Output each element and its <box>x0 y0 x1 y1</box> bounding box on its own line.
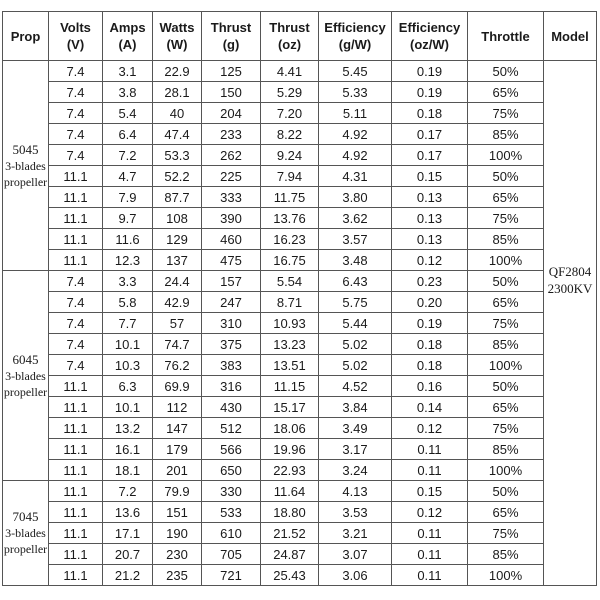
volts-cell: 11.1 <box>49 250 103 271</box>
thrust-g-cell: 233 <box>202 124 261 145</box>
amps-cell: 10.3 <box>103 355 153 376</box>
model-label: QF2804 <box>548 264 592 279</box>
throttle-cell: 50% <box>468 61 544 82</box>
efficiency-oz-w-cell: 0.20 <box>392 292 468 313</box>
table-row <box>3 439 597 460</box>
prop-name: 7045 <box>12 509 39 524</box>
thrust-g-cell: 650 <box>202 460 261 481</box>
thrust-oz-cell: 9.24 <box>261 145 319 166</box>
volts-cell: 7.4 <box>49 355 103 376</box>
watts-cell: 53.3 <box>153 145 202 166</box>
efficiency-oz-w-cell: 0.15 <box>392 481 468 502</box>
table-row <box>3 418 597 439</box>
thrust-g-cell: 610 <box>202 523 261 544</box>
throttle-cell: 85% <box>468 544 544 565</box>
throttle-cell: 85% <box>468 229 544 250</box>
thrust-oz-cell: 13.23 <box>261 334 319 355</box>
thrust-g-cell: 475 <box>202 250 261 271</box>
throttle-cell: 50% <box>468 376 544 397</box>
header-efficiency-oz-w: Efficiency (oz/W) <box>392 12 468 61</box>
watts-cell: 190 <box>153 523 202 544</box>
table-row <box>3 166 597 187</box>
thrust-oz-cell: 5.54 <box>261 271 319 292</box>
thrust-oz-cell: 11.75 <box>261 187 319 208</box>
volts-cell: 7.4 <box>49 313 103 334</box>
throttle-cell: 100% <box>468 250 544 271</box>
watts-cell: 47.4 <box>153 124 202 145</box>
watts-cell: 52.2 <box>153 166 202 187</box>
header-model: Model <box>544 12 597 61</box>
thrust-g-cell: 390 <box>202 208 261 229</box>
efficiency-g-w-cell: 5.45 <box>319 61 392 82</box>
efficiency-g-w-cell: 4.92 <box>319 124 392 145</box>
volts-cell: 7.4 <box>49 334 103 355</box>
volts-cell: 11.1 <box>49 376 103 397</box>
watts-cell: 40 <box>153 103 202 124</box>
thrust-g-cell: 705 <box>202 544 261 565</box>
throttle-cell: 75% <box>468 418 544 439</box>
table-row <box>3 355 597 376</box>
volts-cell: 7.4 <box>49 124 103 145</box>
thrust-g-cell: 333 <box>202 187 261 208</box>
throttle-cell: 75% <box>468 208 544 229</box>
amps-cell: 18.1 <box>103 460 153 481</box>
table-row <box>3 229 597 250</box>
watts-cell: 87.7 <box>153 187 202 208</box>
volts-cell: 11.1 <box>49 439 103 460</box>
volts-cell: 7.4 <box>49 82 103 103</box>
volts-cell: 11.1 <box>49 397 103 418</box>
volts-cell: 11.1 <box>49 166 103 187</box>
thrust-oz-cell: 25.43 <box>261 565 319 586</box>
watts-cell: 42.9 <box>153 292 202 313</box>
amps-cell: 5.8 <box>103 292 153 313</box>
throttle-cell: 65% <box>468 82 544 103</box>
table-row <box>3 82 597 103</box>
throttle-cell: 85% <box>468 439 544 460</box>
header-prop: Prop <box>3 12 49 61</box>
table-body <box>3 61 597 586</box>
table-row <box>3 292 597 313</box>
efficiency-oz-w-cell: 0.16 <box>392 376 468 397</box>
efficiency-oz-w-cell: 0.11 <box>392 544 468 565</box>
table-row <box>3 271 597 292</box>
thrust-g-cell: 157 <box>202 271 261 292</box>
efficiency-oz-w-cell: 0.13 <box>392 187 468 208</box>
amps-cell: 7.9 <box>103 187 153 208</box>
throttle-cell: 65% <box>468 502 544 523</box>
thrust-oz-cell: 8.71 <box>261 292 319 313</box>
thrust-g-cell: 330 <box>202 481 261 502</box>
throttle-cell: 50% <box>468 481 544 502</box>
efficiency-oz-w-cell: 0.11 <box>392 565 468 586</box>
efficiency-g-w-cell: 5.11 <box>319 103 392 124</box>
amps-cell: 6.4 <box>103 124 153 145</box>
volts-cell: 11.1 <box>49 229 103 250</box>
amps-cell: 7.7 <box>103 313 153 334</box>
amps-cell: 3.3 <box>103 271 153 292</box>
prop-description: propeller <box>3 384 48 399</box>
amps-cell: 6.3 <box>103 376 153 397</box>
watts-cell: 79.9 <box>153 481 202 502</box>
amps-cell: 3.1 <box>103 61 153 82</box>
prop-cell <box>3 271 49 481</box>
table-row <box>3 61 597 82</box>
table-row <box>3 502 597 523</box>
throttle-cell: 65% <box>468 187 544 208</box>
prop-name: 6045 <box>12 351 39 367</box>
amps-cell: 11.6 <box>103 229 153 250</box>
header-row <box>3 12 597 61</box>
efficiency-oz-w-cell: 0.11 <box>392 460 468 481</box>
efficiency-oz-w-cell: 0.11 <box>392 523 468 544</box>
thrust-oz-cell: 4.41 <box>261 61 319 82</box>
throttle-cell: 65% <box>468 292 544 313</box>
amps-cell: 7.2 <box>103 145 153 166</box>
amps-cell: 13.2 <box>103 418 153 439</box>
efficiency-g-w-cell: 3.21 <box>319 523 392 544</box>
prop-cell <box>3 481 49 586</box>
watts-cell: 151 <box>153 502 202 523</box>
efficiency-g-w-cell: 3.07 <box>319 544 392 565</box>
efficiency-oz-w-cell: 0.18 <box>392 334 468 355</box>
thrust-g-cell: 430 <box>202 397 261 418</box>
efficiency-g-w-cell: 3.17 <box>319 439 392 460</box>
throttle-cell: 100% <box>468 460 544 481</box>
thrust-g-cell: 383 <box>202 355 261 376</box>
thrust-g-cell: 721 <box>202 565 261 586</box>
header-throttle: Throttle <box>468 12 544 61</box>
efficiency-oz-w-cell: 0.12 <box>392 250 468 271</box>
efficiency-oz-w-cell: 0.12 <box>392 502 468 523</box>
efficiency-oz-w-cell: 0.14 <box>392 397 468 418</box>
efficiency-g-w-cell: 5.33 <box>319 82 392 103</box>
thrust-oz-cell: 11.15 <box>261 376 319 397</box>
thrust-oz-cell: 5.29 <box>261 82 319 103</box>
watts-cell: 22.9 <box>153 61 202 82</box>
throttle-cell: 100% <box>468 565 544 586</box>
thrust-oz-cell: 8.22 <box>261 124 319 145</box>
thrust-oz-cell: 15.17 <box>261 397 319 418</box>
efficiency-oz-w-cell: 0.12 <box>392 418 468 439</box>
throttle-cell: 100% <box>468 145 544 166</box>
amps-cell: 20.7 <box>103 544 153 565</box>
efficiency-g-w-cell: 5.44 <box>319 313 392 334</box>
header-thrust-oz: Thrust (oz) <box>261 12 319 61</box>
throttle-cell: 75% <box>468 523 544 544</box>
efficiency-g-w-cell: 4.92 <box>319 145 392 166</box>
table-row <box>3 187 597 208</box>
thrust-oz-cell: 7.94 <box>261 166 319 187</box>
prop-cell <box>3 61 49 271</box>
volts-cell: 7.4 <box>49 271 103 292</box>
efficiency-g-w-cell: 3.06 <box>319 565 392 586</box>
prop-description: 3-blades <box>5 526 46 540</box>
header-watts: Watts (W) <box>153 12 202 61</box>
efficiency-oz-w-cell: 0.15 <box>392 166 468 187</box>
volts-cell: 11.1 <box>49 208 103 229</box>
volts-cell: 11.1 <box>49 418 103 439</box>
amps-cell: 10.1 <box>103 397 153 418</box>
thrust-oz-cell: 10.93 <box>261 313 319 334</box>
efficiency-g-w-cell: 4.31 <box>319 166 392 187</box>
volts-cell: 11.1 <box>49 460 103 481</box>
amps-cell: 5.4 <box>103 103 153 124</box>
volts-cell: 11.1 <box>49 481 103 502</box>
efficiency-oz-w-cell: 0.17 <box>392 145 468 166</box>
thrust-oz-cell: 21.52 <box>261 523 319 544</box>
table-row <box>3 544 597 565</box>
efficiency-oz-w-cell: 0.23 <box>392 271 468 292</box>
amps-cell: 17.1 <box>103 523 153 544</box>
table-row <box>3 250 597 271</box>
throttle-cell: 75% <box>468 313 544 334</box>
efficiency-g-w-cell: 6.43 <box>319 271 392 292</box>
motor-performance-table <box>2 11 597 586</box>
efficiency-g-w-cell: 3.57 <box>319 229 392 250</box>
prop-description: propeller <box>3 542 48 556</box>
watts-cell: 76.2 <box>153 355 202 376</box>
thrust-oz-cell: 13.76 <box>261 208 319 229</box>
header-thrust-g: Thrust (g) <box>202 12 261 61</box>
efficiency-oz-w-cell: 0.11 <box>392 439 468 460</box>
thrust-g-cell: 310 <box>202 313 261 334</box>
watts-cell: 108 <box>153 208 202 229</box>
efficiency-g-w-cell: 4.52 <box>319 376 392 397</box>
volts-cell: 7.4 <box>49 292 103 313</box>
thrust-g-cell: 262 <box>202 145 261 166</box>
efficiency-g-w-cell: 5.02 <box>319 334 392 355</box>
throttle-cell: 85% <box>468 334 544 355</box>
thrust-oz-cell: 18.06 <box>261 418 319 439</box>
table-row <box>3 334 597 355</box>
efficiency-oz-w-cell: 0.18 <box>392 355 468 376</box>
thrust-oz-cell: 18.80 <box>261 502 319 523</box>
throttle-cell: 50% <box>468 271 544 292</box>
efficiency-g-w-cell: 5.75 <box>319 292 392 313</box>
throttle-cell: 100% <box>468 355 544 376</box>
efficiency-g-w-cell: 3.49 <box>319 418 392 439</box>
efficiency-oz-w-cell: 0.19 <box>392 313 468 334</box>
header-amps: Amps (A) <box>103 12 153 61</box>
table-row <box>3 124 597 145</box>
amps-cell: 3.8 <box>103 82 153 103</box>
volts-cell: 11.1 <box>49 187 103 208</box>
efficiency-oz-w-cell: 0.13 <box>392 229 468 250</box>
amps-cell: 21.2 <box>103 565 153 586</box>
table-row <box>3 313 597 334</box>
watts-cell: 137 <box>153 250 202 271</box>
watts-cell: 129 <box>153 229 202 250</box>
thrust-g-cell: 204 <box>202 103 261 124</box>
watts-cell: 69.9 <box>153 376 202 397</box>
thrust-oz-cell: 16.23 <box>261 229 319 250</box>
thrust-oz-cell: 11.64 <box>261 481 319 502</box>
thrust-g-cell: 533 <box>202 502 261 523</box>
efficiency-g-w-cell: 3.84 <box>319 397 392 418</box>
throttle-cell: 50% <box>468 166 544 187</box>
efficiency-g-w-cell: 3.24 <box>319 460 392 481</box>
volts-cell: 11.1 <box>49 523 103 544</box>
thrust-g-cell: 150 <box>202 82 261 103</box>
model-cell <box>544 61 597 586</box>
table-row <box>3 481 597 502</box>
amps-cell: 10.1 <box>103 334 153 355</box>
volts-cell: 11.1 <box>49 544 103 565</box>
prop-description: propeller <box>3 174 48 189</box>
watts-cell: 147 <box>153 418 202 439</box>
efficiency-oz-w-cell: 0.19 <box>392 82 468 103</box>
throttle-cell: 65% <box>468 397 544 418</box>
efficiency-g-w-cell: 3.48 <box>319 250 392 271</box>
amps-cell: 16.1 <box>103 439 153 460</box>
thrust-oz-cell: 19.96 <box>261 439 319 460</box>
watts-cell: 24.4 <box>153 271 202 292</box>
efficiency-oz-w-cell: 0.19 <box>392 61 468 82</box>
efficiency-oz-w-cell: 0.18 <box>392 103 468 124</box>
prop-description: 3-blades <box>5 368 46 383</box>
table-row <box>3 208 597 229</box>
volts-cell: 11.1 <box>49 565 103 586</box>
efficiency-g-w-cell: 3.80 <box>319 187 392 208</box>
watts-cell: 112 <box>153 397 202 418</box>
prop-name: 5045 <box>12 141 39 157</box>
thrust-g-cell: 316 <box>202 376 261 397</box>
watts-cell: 235 <box>153 565 202 586</box>
thrust-g-cell: 375 <box>202 334 261 355</box>
thrust-oz-cell: 13.51 <box>261 355 319 376</box>
efficiency-g-w-cell: 3.53 <box>319 502 392 523</box>
amps-cell: 9.7 <box>103 208 153 229</box>
header-efficiency-g-w: Efficiency (g/W) <box>319 12 392 61</box>
amps-cell: 4.7 <box>103 166 153 187</box>
thrust-g-cell: 247 <box>202 292 261 313</box>
header-volts: Volts (V) <box>49 12 103 61</box>
efficiency-g-w-cell: 5.02 <box>319 355 392 376</box>
thrust-oz-cell: 22.93 <box>261 460 319 481</box>
throttle-cell: 85% <box>468 124 544 145</box>
watts-cell: 28.1 <box>153 82 202 103</box>
model-label: 2300KV <box>547 281 593 296</box>
amps-cell: 13.6 <box>103 502 153 523</box>
prop-description: 3-blades <box>5 158 46 173</box>
watts-cell: 74.7 <box>153 334 202 355</box>
thrust-g-cell: 125 <box>202 61 261 82</box>
table-row <box>3 397 597 418</box>
thrust-oz-cell: 24.87 <box>261 544 319 565</box>
table-row <box>3 145 597 166</box>
table-row <box>3 103 597 124</box>
table-row <box>3 523 597 544</box>
table-row <box>3 565 597 586</box>
volts-cell: 7.4 <box>49 145 103 166</box>
efficiency-g-w-cell: 4.13 <box>319 481 392 502</box>
table-header <box>3 12 597 61</box>
thrust-g-cell: 566 <box>202 439 261 460</box>
watts-cell: 57 <box>153 313 202 334</box>
thrust-g-cell: 460 <box>202 229 261 250</box>
watts-cell: 179 <box>153 439 202 460</box>
thrust-g-cell: 225 <box>202 166 261 187</box>
amps-cell: 7.2 <box>103 481 153 502</box>
thrust-g-cell: 512 <box>202 418 261 439</box>
thrust-oz-cell: 7.20 <box>261 103 319 124</box>
volts-cell: 7.4 <box>49 103 103 124</box>
volts-cell: 7.4 <box>49 61 103 82</box>
thrust-oz-cell: 16.75 <box>261 250 319 271</box>
amps-cell: 12.3 <box>103 250 153 271</box>
watts-cell: 230 <box>153 544 202 565</box>
efficiency-g-w-cell: 3.62 <box>319 208 392 229</box>
watts-cell: 201 <box>153 460 202 481</box>
volts-cell: 11.1 <box>49 502 103 523</box>
efficiency-oz-w-cell: 0.13 <box>392 208 468 229</box>
throttle-cell: 75% <box>468 103 544 124</box>
table-row <box>3 376 597 397</box>
efficiency-oz-w-cell: 0.17 <box>392 124 468 145</box>
table-row <box>3 460 597 481</box>
